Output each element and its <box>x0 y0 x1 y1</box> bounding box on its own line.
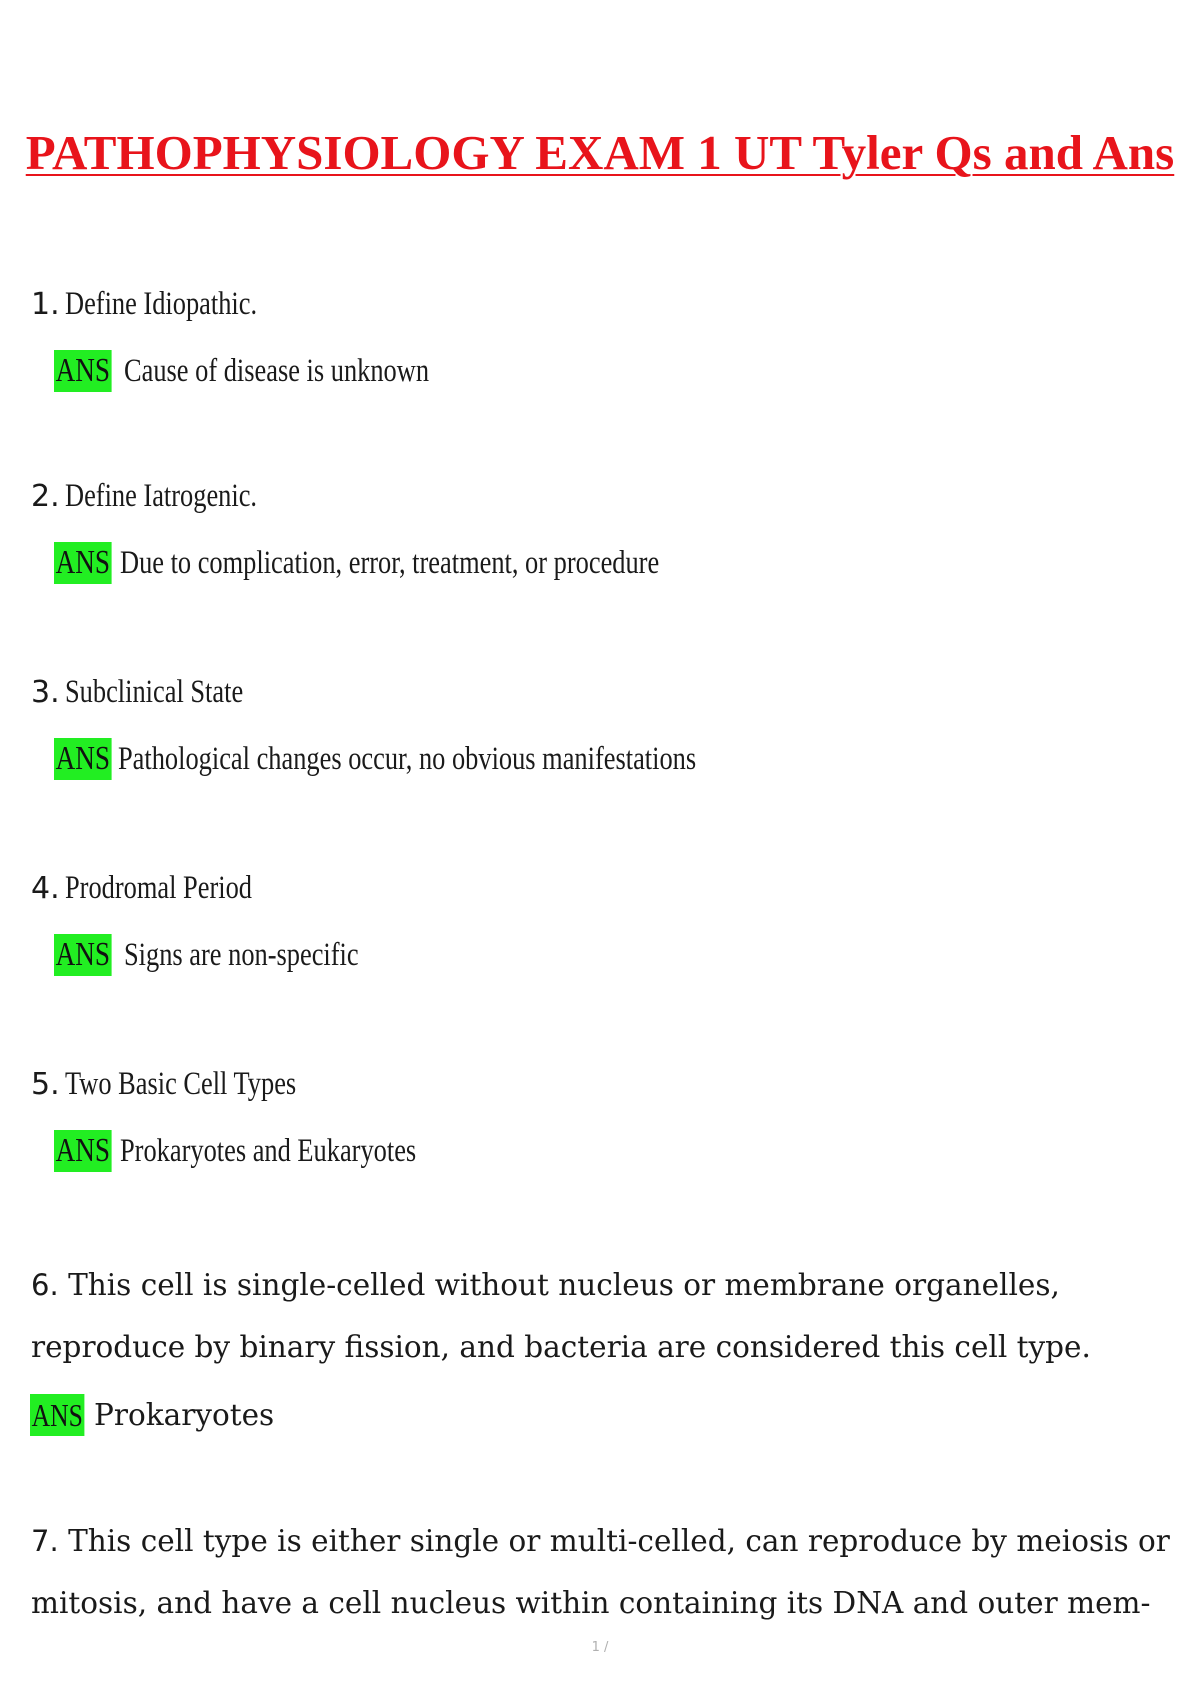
answer-label: ANS <box>54 1130 112 1172</box>
answer-text: Prokaryotes <box>94 1398 275 1432</box>
question-text: This cell type is either single or multi-celled, can reproduce by meiosis or mitosis, and have a cell nucleus within containing its DNA and outer mem- <box>31 1524 1170 1620</box>
question-3 <box>31 674 287 711</box>
answer-3 <box>54 738 841 780</box>
answer-text: Pathological changes occur, no obvious manifestations <box>118 740 697 777</box>
answer-5 <box>54 1130 490 1172</box>
answer-label: ANS <box>54 542 112 584</box>
question-6 <box>31 1254 1181 1378</box>
answer-4 <box>54 934 417 976</box>
page-number: 1 / <box>591 1640 609 1655</box>
question-number: 4. <box>31 871 60 906</box>
answer-1 <box>54 350 505 392</box>
question-text: Define Idiopathic. <box>64 286 257 322</box>
answer-6 <box>30 1394 274 1436</box>
question-number: 1. <box>31 287 60 322</box>
question-5 <box>31 1066 354 1103</box>
answer-text: Cause of disease is unknown <box>124 352 430 389</box>
question-2 <box>31 478 305 515</box>
question-number: 2. <box>31 479 60 514</box>
question-number: 3. <box>31 675 60 710</box>
answer-label: ANS <box>54 738 112 780</box>
question-text: Define Iatrogenic. <box>64 478 257 514</box>
question-number: 5. <box>31 1067 60 1102</box>
question-7 <box>31 1510 1181 1634</box>
answer-text: Due to complication, error, treatment, or procedure <box>120 544 660 581</box>
question-text: Two Basic Cell Types <box>64 1066 296 1102</box>
question-text: Subclinical State <box>64 674 243 710</box>
answer-label: ANS <box>54 934 112 976</box>
document-title: PATHOPHYSIOLOGY EXAM 1 UT Tyler Qs and Ans <box>25 125 1175 180</box>
question-number: 6. <box>31 1268 59 1302</box>
answer-2 <box>54 542 794 584</box>
question-4 <box>31 870 298 907</box>
answer-label: ANS <box>30 1394 84 1436</box>
question-text: This cell is single-celled without nucleus or membrane organelles, reproduce by binary fission, and bacteria are considered this cell type. <box>31 1268 1091 1364</box>
answer-text: Signs are non-specific <box>124 936 359 973</box>
question-number: 7. <box>31 1524 59 1558</box>
answer-text: Prokaryotes and Eukaryotes <box>120 1132 417 1169</box>
question-1 <box>31 286 305 323</box>
question-text: Prodromal Period <box>64 870 252 906</box>
answer-label: ANS <box>54 350 112 392</box>
